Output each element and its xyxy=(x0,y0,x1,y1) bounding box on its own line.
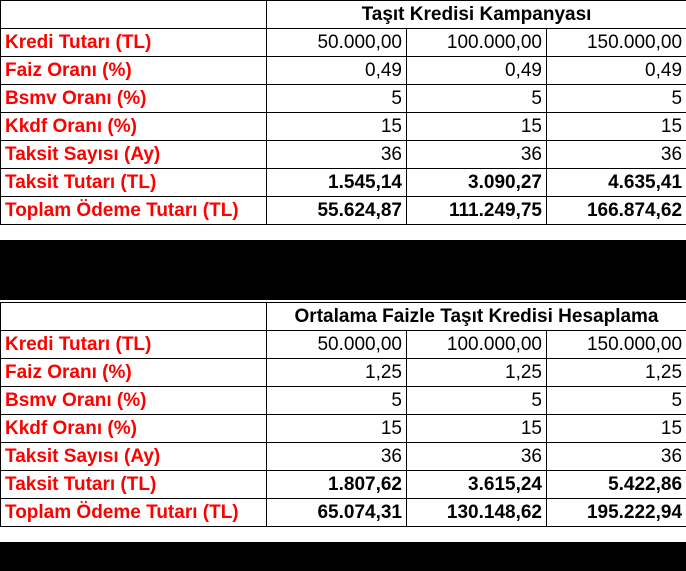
cell-value[interactable]: 3.090,27 xyxy=(407,169,547,197)
cell-value[interactable]: 195.222,94 xyxy=(547,499,686,527)
cell-value[interactable]: 100.000,00 xyxy=(407,331,547,359)
row-label[interactable]: Faiz Oranı (%) xyxy=(1,57,267,85)
table-row xyxy=(1,113,686,141)
table-title[interactable]: Taşıt Kredisi Kampanyası xyxy=(267,1,686,29)
cell-value[interactable]: 55.624,87 xyxy=(267,197,407,225)
cell-value[interactable]: 36 xyxy=(407,443,547,471)
row-label[interactable]: Kkdf Oranı (%) xyxy=(1,415,267,443)
cell-value[interactable]: 111.249,75 xyxy=(407,197,547,225)
table-row xyxy=(1,331,686,359)
table-row xyxy=(1,359,686,387)
table-row xyxy=(1,197,686,225)
table-row xyxy=(1,141,686,169)
row-label[interactable]: Toplam Ödeme Tutarı (TL) xyxy=(1,197,267,225)
cell-value[interactable]: 65.074,31 xyxy=(267,499,407,527)
cell-value[interactable]: 36 xyxy=(407,141,547,169)
average-rate-loan-table xyxy=(0,302,686,527)
cell-value[interactable]: 36 xyxy=(547,443,686,471)
cell-value[interactable]: 36 xyxy=(267,141,407,169)
cell-value[interactable]: 1.545,14 xyxy=(267,169,407,197)
table-row xyxy=(1,443,686,471)
table-row xyxy=(1,29,686,57)
table-row xyxy=(1,57,686,85)
cell-value[interactable]: 5 xyxy=(407,85,547,113)
row-label[interactable]: Taksit Sayısı (Ay) xyxy=(1,443,267,471)
table-row xyxy=(1,85,686,113)
header-blank-cell[interactable] xyxy=(1,303,267,331)
cell-value[interactable]: 150.000,00 xyxy=(547,29,686,57)
cell-value[interactable]: 5 xyxy=(407,387,547,415)
cell-value[interactable]: 5 xyxy=(267,387,407,415)
table-row xyxy=(1,499,686,527)
row-label[interactable]: Bsmv Oranı (%) xyxy=(1,387,267,415)
cell-value[interactable]: 15 xyxy=(547,415,686,443)
cell-value[interactable]: 166.874,62 xyxy=(547,197,686,225)
table-row xyxy=(1,471,686,499)
row-label[interactable]: Kredi Tutarı (TL) xyxy=(1,29,267,57)
cell-value[interactable]: 0,49 xyxy=(547,57,686,85)
cell-value[interactable]: 1,25 xyxy=(407,359,547,387)
cell-value[interactable]: 1.807,62 xyxy=(267,471,407,499)
table-header-row xyxy=(1,303,686,331)
cell-value[interactable]: 1,25 xyxy=(267,359,407,387)
cell-value[interactable]: 15 xyxy=(267,415,407,443)
row-label[interactable]: Taksit Sayısı (Ay) xyxy=(1,141,267,169)
bottom-band xyxy=(0,542,686,571)
cell-value[interactable]: 5 xyxy=(547,387,686,415)
cell-value[interactable]: 130.148,62 xyxy=(407,499,547,527)
cell-value[interactable]: 4.635,41 xyxy=(547,169,686,197)
cell-value[interactable]: 15 xyxy=(407,113,547,141)
cell-value[interactable]: 1,25 xyxy=(547,359,686,387)
campaign-loan-table xyxy=(0,0,686,225)
cell-value[interactable]: 100.000,00 xyxy=(407,29,547,57)
cell-value[interactable]: 50.000,00 xyxy=(267,29,407,57)
row-label[interactable]: Taksit Tutarı (TL) xyxy=(1,471,267,499)
cell-value[interactable]: 15 xyxy=(547,113,686,141)
row-label[interactable]: Bsmv Oranı (%) xyxy=(1,85,267,113)
cell-value[interactable]: 5.422,86 xyxy=(547,471,686,499)
row-label[interactable]: Toplam Ödeme Tutarı (TL) xyxy=(1,499,267,527)
cell-value[interactable]: 0,49 xyxy=(267,57,407,85)
table-row xyxy=(1,387,686,415)
table-title[interactable]: Ortalama Faizle Taşıt Kredisi Hesaplama xyxy=(267,303,686,331)
row-label[interactable]: Faiz Oranı (%) xyxy=(1,359,267,387)
cell-value[interactable]: 36 xyxy=(267,443,407,471)
row-label[interactable]: Taksit Tutarı (TL) xyxy=(1,169,267,197)
table-row xyxy=(1,169,686,197)
cell-value[interactable]: 15 xyxy=(267,113,407,141)
cell-value[interactable]: 150.000,00 xyxy=(547,331,686,359)
cell-value[interactable]: 5 xyxy=(267,85,407,113)
table-header-row xyxy=(1,1,686,29)
row-label[interactable]: Kredi Tutarı (TL) xyxy=(1,331,267,359)
cell-value[interactable]: 3.615,24 xyxy=(407,471,547,499)
separator-band xyxy=(0,240,686,300)
row-label[interactable]: Kkdf Oranı (%) xyxy=(1,113,267,141)
cell-value[interactable]: 50.000,00 xyxy=(267,331,407,359)
cell-value[interactable]: 15 xyxy=(407,415,547,443)
table-row xyxy=(1,415,686,443)
cell-value[interactable]: 36 xyxy=(547,141,686,169)
cell-value[interactable]: 5 xyxy=(547,85,686,113)
header-blank-cell[interactable] xyxy=(1,1,267,29)
cell-value[interactable]: 0,49 xyxy=(407,57,547,85)
